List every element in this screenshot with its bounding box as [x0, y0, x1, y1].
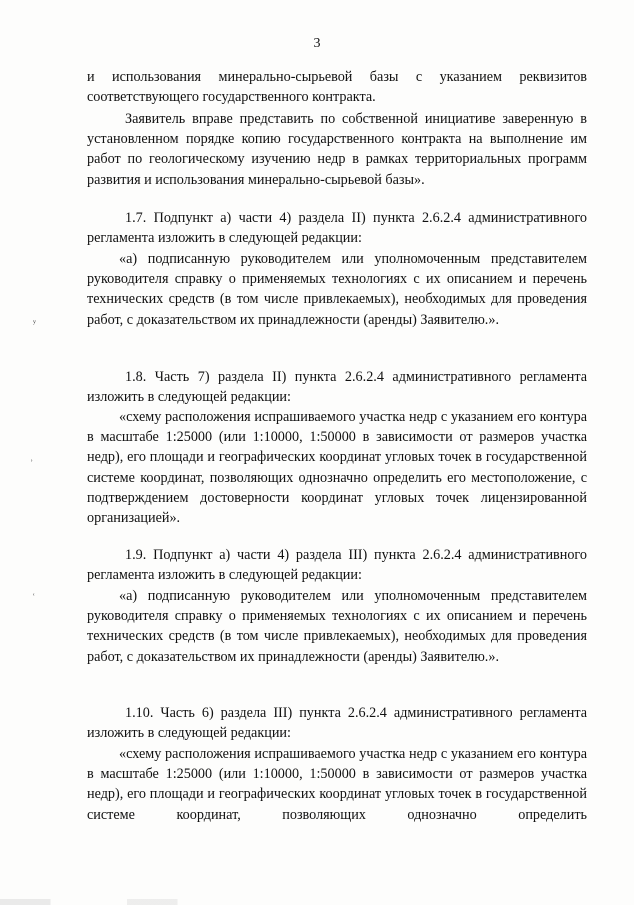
paragraph-text: «а) подписанную руководителем или уполномоченным представителем руководителя справку о применяемых технологиях с их описанием и перечень технических средств (в том числе привлекаемых), необходимых для проведения работ, с доказательством их принадлежности (аренды) Заявителю.». — [87, 588, 587, 665]
paragraph-text: 1.10. Часть 6) раздела III) пункта 2.6.2.4 административного регламента изложить в следующей редакции: — [87, 705, 587, 742]
paragraph-text: «а) подписанную руководителем или уполномоченным представителем руководителя справку о применяемых технологиях с их описанием и перечень технических средств (в том числе привлекаемых), необходимых для проведения работ, с доказательством их принадлежности (аренды) Заявителю.». — [87, 251, 587, 328]
paragraph-1-7-body — [87, 249, 587, 330]
paragraph-1-8-body — [87, 407, 587, 528]
paragraph-1-7-heading — [87, 208, 587, 248]
paragraph-text: 1.7. Подпункт а) части 4) раздела II) пункта 2.6.2.4 административного регламента изложить в следующей редакции: — [87, 210, 587, 247]
paragraph-1-9-heading — [87, 545, 587, 585]
paragraph-1-10-body — [87, 744, 587, 825]
scan-artifact-mark: ʸ — [33, 318, 36, 329]
paragraph-applicant-right — [87, 109, 587, 190]
paragraph-continuation — [87, 67, 587, 107]
paragraph-text: «схему расположения испрашиваемого участка недр с указанием его контура в масштабе 1:25000 (или 1:10000, 1:50000 в зависимости от размеров участка недр), его площади и географических координат угловых точек в государственной системе координат, позволяющих однозначно определить — [87, 746, 587, 823]
paragraph-text: и использования минерально-сырьевой базы с указанием реквизитов соответствующего государственного контракта. — [87, 69, 587, 106]
paragraph-text: 1.9. Подпункт а) части 4) раздела III) пункта 2.6.2.4 административного регламента изложить в следующей редакции: — [87, 547, 587, 584]
paragraph-1-10-heading — [87, 703, 587, 743]
scan-artifact-mark: ˓ — [32, 588, 36, 599]
paragraph-1-9-body — [87, 586, 587, 667]
scan-artifact-mark: ˒ — [30, 454, 34, 465]
scan-edge-noise — [0, 899, 634, 905]
paragraph-text: 1.8. Часть 7) раздела II) пункта 2.6.2.4 административного регламента изложить в следующей редакции: — [87, 369, 587, 406]
page-number: 3 — [313, 36, 321, 51]
paragraph-text: Заявитель вправе представить по собственной инициативе заверенную в установленном порядке копию государственного контракта на выполнение им работ по геологическому изучению недр в рамках территориальных программ развития и использования минерально-сырьевой базы». — [87, 111, 587, 188]
paragraph-text: «схему расположения испрашиваемого участка недр с указанием его контура в масштабе 1:25000 (или 1:10000, 1:50000 в зависимости от размеров участка недр), его площади и географических координат угловых точек в государственной системе координат, позволяющих однозначно определить его местоположение, с подтверждением достоверности координат угловых точек лицензированной организацией». — [87, 409, 587, 527]
paragraph-1-8-heading — [87, 367, 587, 407]
